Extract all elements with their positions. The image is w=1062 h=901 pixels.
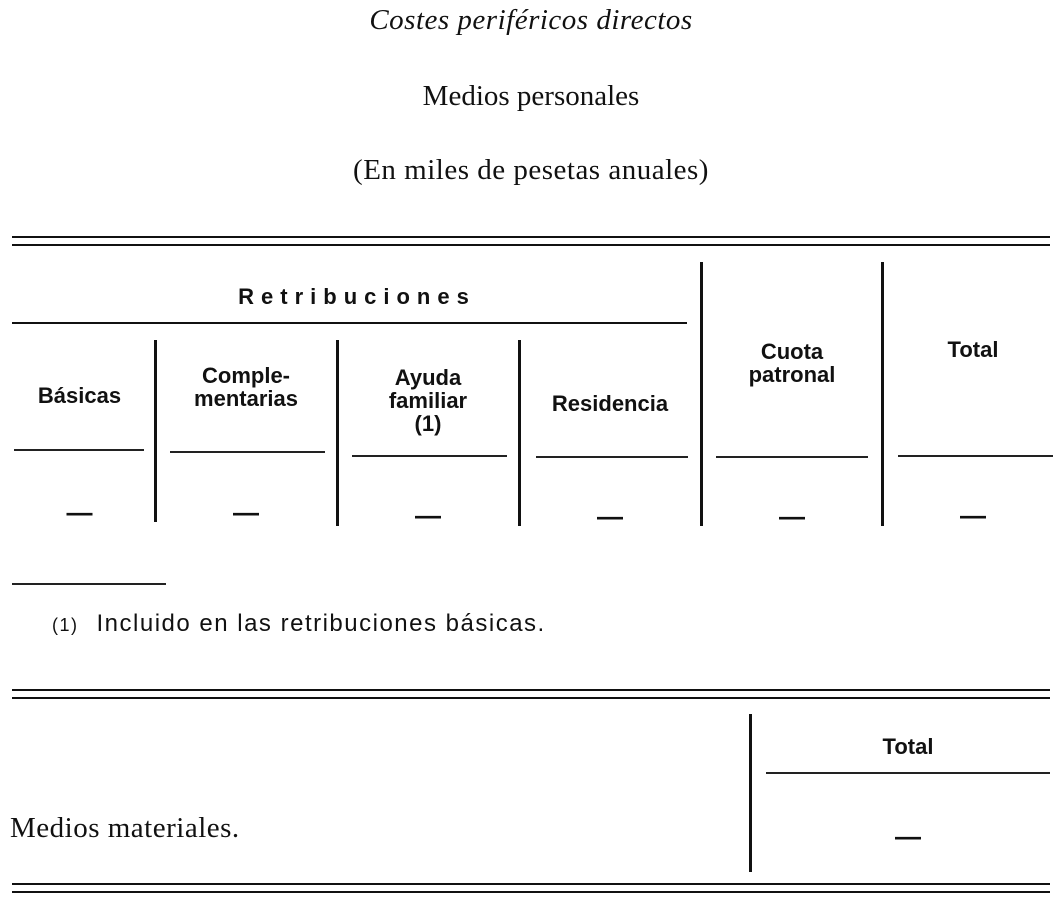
value-cuota-patronal: — xyxy=(779,501,805,531)
col-divider-5 xyxy=(881,262,884,526)
table1-top-rule-1 xyxy=(12,236,1050,238)
col-header-residencia: Residencia xyxy=(551,391,669,416)
table1-top-rule-2 xyxy=(12,244,1050,246)
table2-top-rule-1 xyxy=(12,689,1050,691)
value-total: — xyxy=(960,500,986,530)
table2-divider xyxy=(749,714,752,872)
value-residencia: — xyxy=(597,501,623,531)
table2-bottom-rule-1 xyxy=(12,883,1050,885)
medios-materiales-label: Medios materiales. xyxy=(10,812,240,844)
footnote-text: Incluido en las retribuciones básicas. xyxy=(96,610,546,637)
col-underline-4 xyxy=(536,456,688,458)
col-header-ayuda-familiar: Ayuda familiar (1) xyxy=(388,365,468,436)
col-header-complementarias: Comple- mentarias xyxy=(194,363,298,411)
units-note: (En miles de pesetas anuales) xyxy=(353,154,709,186)
col-underline-6 xyxy=(898,455,1053,457)
table2-col-underline xyxy=(766,772,1050,774)
value-complementarias: — xyxy=(233,497,259,527)
table2-col-header-total: Total xyxy=(882,734,934,759)
col-header-cuota-patronal: Cuota patronal xyxy=(748,339,836,387)
document-subtitle: Medios personales xyxy=(422,80,640,112)
retribuciones-underline xyxy=(12,322,687,324)
col-divider-1 xyxy=(154,340,157,522)
col-divider-3 xyxy=(518,340,521,526)
table2-value-total: — xyxy=(895,821,921,851)
col-underline-5 xyxy=(716,456,868,458)
col-underline-2 xyxy=(170,451,325,453)
retribuciones-group-header: Retribuciones xyxy=(238,284,476,309)
col-header-total: Total xyxy=(947,337,999,362)
value-basicas: — xyxy=(66,497,93,527)
value-ayuda-familiar: — xyxy=(415,500,441,530)
footnote xyxy=(52,610,546,638)
col-underline-1 xyxy=(14,449,144,451)
document-title: Costes periféricos directos xyxy=(369,4,693,36)
col-divider-2 xyxy=(336,340,339,526)
table2-bottom-rule-2 xyxy=(12,891,1050,893)
footnote-rule xyxy=(12,583,166,585)
col-underline-3 xyxy=(352,455,507,457)
col-header-basicas: Básicas xyxy=(37,383,122,408)
table2-top-rule-2 xyxy=(12,697,1050,699)
col-divider-4 xyxy=(700,262,703,526)
footnote-mark: (1) xyxy=(52,615,79,635)
